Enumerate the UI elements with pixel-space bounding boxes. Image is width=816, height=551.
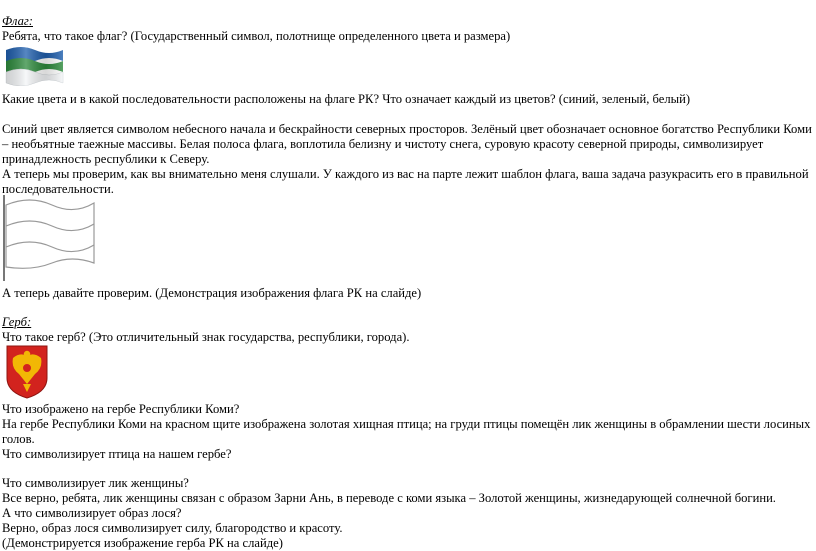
flag-task-line-1: А теперь мы проверим, как вы внимательно меня слушали. У каждого из вас на парте лежит шаблон флага, ваша задача разукрасить его в правильной <box>2 167 809 181</box>
coat-answer-4: Все верно, ребята, лик женщины связан с образом Зарни Ань, в переводе с коми языка – Золотой женщины, жизнедарующей солнечной богини. <box>2 491 776 505</box>
flag-heading: Флаг: <box>2 14 33 28</box>
flag-template-image <box>2 193 96 283</box>
coat-question: Что такое герб? (Это отличительный знак государства, республики, города). <box>2 330 410 344</box>
flag-colors-question: Какие цвета и в какой последовательности расположены на флаге РК? Что означает каждый из цветов? (синий, зеленый, белый) <box>2 92 691 106</box>
coat-question-4: Что символизирует лик женщины? <box>2 476 189 490</box>
flag-meaning-line-3: принадлежность республики к Северу. <box>2 152 210 166</box>
coat-answer-5: Верно, образ лося символизирует силу, благородство и красоту. <box>2 521 343 535</box>
flag-meaning-line-2: – необъятные таежные массивы. Белая полоса флага, воплотила белизну и чистоту снега, суровую красоту северной природы, символизирует <box>2 137 764 151</box>
coat-answer-line-1: На гербе Республики Коми на красном щите изображена золотая хищная птица; на груди птицы помещён лик женщины в обрамлении шести лосиных <box>2 417 811 431</box>
flag-task-line-2: последовательности. <box>2 182 114 196</box>
flag-question: Ребята, что такое флаг? (Государственный символ, полотнище определенного цвета и размера) <box>2 29 511 43</box>
komi-coat-of-arms-image <box>5 344 49 400</box>
flag-check-line: А теперь давайте проверим. (Демонстрация изображения флага РК на слайде) <box>2 286 422 300</box>
coat-demo-line: (Демонстрируется изображение герба РК на слайде) <box>2 536 283 550</box>
coat-heading: Герб: <box>2 315 32 329</box>
coat-question-5: А что символизирует образ лося? <box>2 506 182 520</box>
coat-answer-line-2: голов. <box>2 432 35 446</box>
woman-face <box>23 364 32 373</box>
komi-flag-image <box>3 44 65 86</box>
flag-meaning-line-1: Синий цвет является символом небесного начала и бескрайности северных просторов. Зелёный цвет обозначает основное богатство Республики Коми <box>2 122 812 136</box>
coat-question-3: Что символизирует птица на нашем гербе? <box>2 447 232 461</box>
coat-question-2: Что изображено на гербе Республики Коми? <box>2 402 240 416</box>
